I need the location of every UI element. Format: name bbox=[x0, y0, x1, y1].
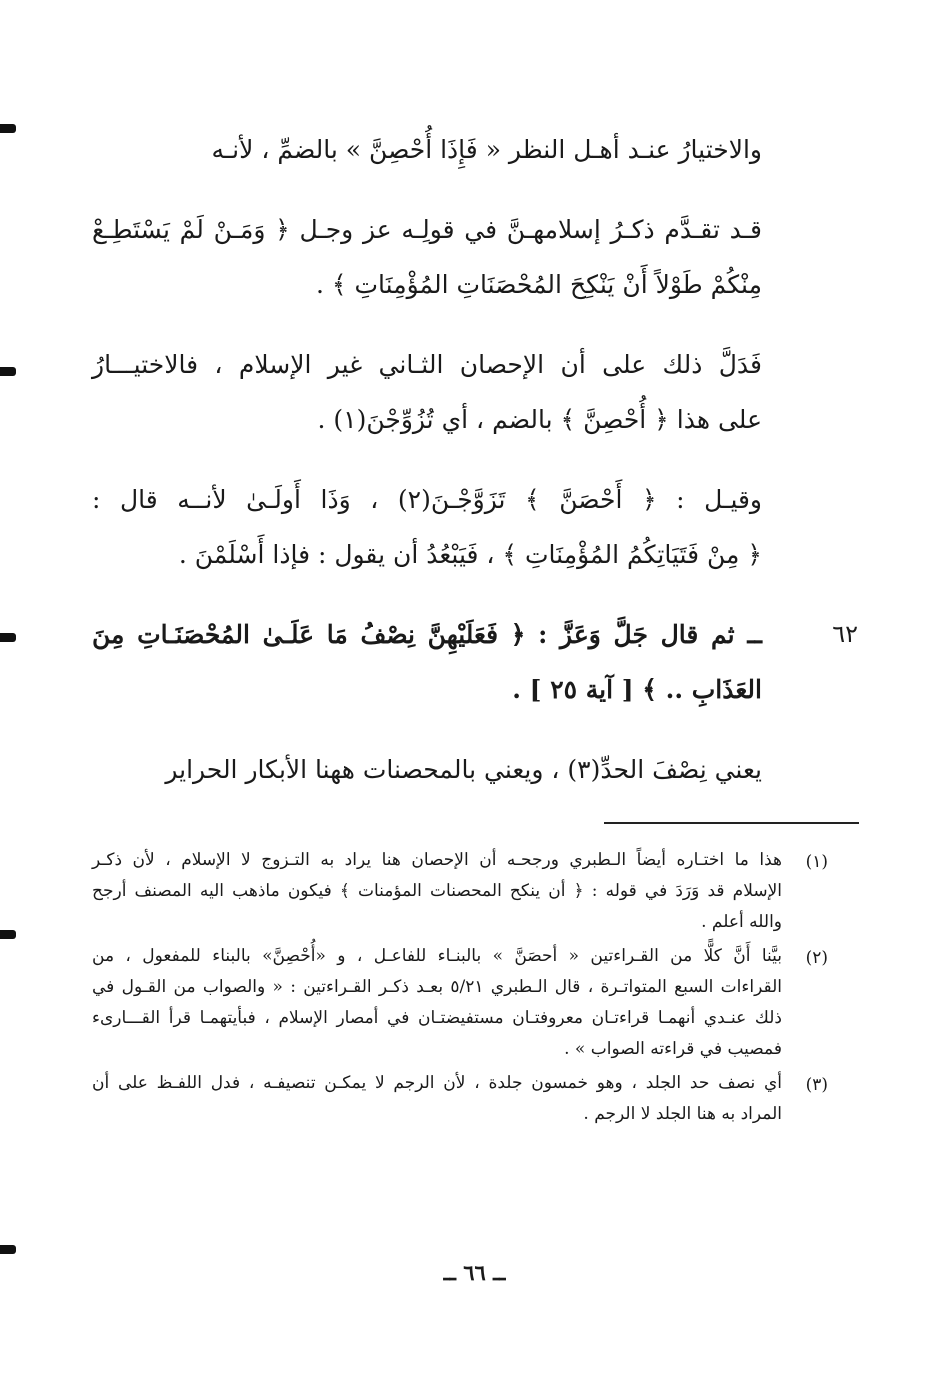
margin-mark bbox=[0, 367, 16, 376]
page-number: ــ ٦٦ ــ bbox=[443, 1260, 506, 1285]
margin-mark bbox=[0, 1245, 16, 1254]
footnote-line: ذلك عنـدي أنهمـا قراءتـان معروفتـان مستفيضتـان في أمصار الإسلام ، فبأيتهمـا قرأ القـــارىء bbox=[92, 1008, 782, 1028]
text-line: على هذا ﴿ أُحْصِنَّ ﴾ بالضم ، أي تُزُوِّجْنَ(١) . bbox=[317, 405, 762, 434]
footnote-number: (٢) bbox=[805, 948, 828, 968]
footnote bbox=[92, 845, 828, 938]
footnote-number: (١) bbox=[805, 852, 828, 872]
text-line: ﴿ مِنْ فَتَيَاتِكُمُ المُؤْمِنَاتِ ﴾ ، فَيَبْعُدُ أن يقول : فإذا أَسْلَمْنَ . bbox=[178, 540, 762, 569]
footnote-line: أي نصف حد الجلد ، وهو خمسون جلدة ، لأن الرجم لا يمكـن تنصيفـه ، فدل اللفـظ على أن bbox=[92, 1073, 782, 1093]
paragraph bbox=[92, 742, 762, 797]
paragraph bbox=[92, 337, 762, 447]
margin-mark bbox=[0, 633, 16, 642]
paragraph bbox=[92, 472, 762, 582]
footnote-line: المراد به هنا الجلد لا الرجم . bbox=[583, 1104, 782, 1124]
footnote-number: (٣) bbox=[805, 1075, 828, 1095]
text-line: وقيـل : ﴿ أَحْصَنَّ ﴾ تَزَوَّجْـنَ(٢) ، وَذَا أَولَـىٰ لأنــه قال : bbox=[92, 485, 763, 514]
paragraph bbox=[92, 122, 762, 177]
footnotes bbox=[92, 845, 828, 1133]
footnote-divider bbox=[604, 822, 859, 824]
footnote bbox=[92, 941, 828, 1065]
main-text bbox=[92, 122, 858, 822]
text-line: يعني نِصْفَ الحدِّ(٣) ، ويعني بالمحصنات ههنا الأبكار الحراير bbox=[165, 755, 762, 784]
footnote bbox=[92, 1068, 828, 1130]
text-line: العَذَابِ .. ﴾ [ آية ٢٥ ] . bbox=[512, 675, 762, 704]
item-number: ٦٢ bbox=[832, 620, 858, 648]
text-line: ــ ثم قال جَلَّ وَعَزَّ : ﴿ فَعَلَيْهِنَّ نِصْفُ مَا عَلَـىٰ المُحْصَنَـاتِ مِنَ bbox=[92, 620, 762, 649]
text-line: مِنْكُمْ طَوْلاً أَنْ يَنْكِحَ المُحْصَنَاتِ المُؤْمِنَاتِ ﴾ . bbox=[316, 270, 762, 299]
footnote-line: الإسلام قد وَرَدَ في قوله : ﴿ أن ينكح المحصنات المؤمنات ﴾ فيكون ماذهب اليه المصنف أرجح bbox=[92, 881, 782, 901]
text-line: والاختيارُ عنـد أهـل النظر « فَإِذَا أُحْصِنَّ » بالضمِّ ، لأنـه bbox=[211, 135, 762, 164]
footnote-line: القراءات السبع المتواتـرة ، قال الـطبري ٥/٢١ بعـد ذكـر القـراءتين : « والصواب من القـول في bbox=[92, 977, 783, 997]
footnote-line: والله أعلم . bbox=[701, 912, 782, 932]
footnote-line: بيَّنا أَنَّ كلًّا من القـراءتين « أحصَنَّ » بالبنـاء للفاعـل ، و «أُحْصِنَّ» بالبناء للمفعول ، من bbox=[92, 946, 782, 966]
margin-mark bbox=[0, 930, 16, 939]
margin-mark bbox=[0, 124, 16, 133]
text-line: فَدَلَّ ذلك على أن الإحصان الثـاني غير الإسلام ، فالاختيـــارُ bbox=[92, 350, 762, 379]
paragraph bbox=[92, 202, 762, 312]
text-line: قـد تقـدَّم ذكـرُ إسلامهـنَّ في قولِـه عز وجـل ﴿ وَمَـنْ لَمْ يَسْتَطِـعْ bbox=[92, 215, 762, 244]
numbered-paragraph bbox=[92, 607, 858, 717]
footnote-line: فمصيب في قراءته الصواب » . bbox=[564, 1039, 782, 1059]
footnote-line: هذا ما اختـاره أيضاً الـطبري ورجحـه أن الإحصان هنا يراد به التـزوج لا الإسلام ، لأن ذكـر bbox=[92, 850, 782, 870]
